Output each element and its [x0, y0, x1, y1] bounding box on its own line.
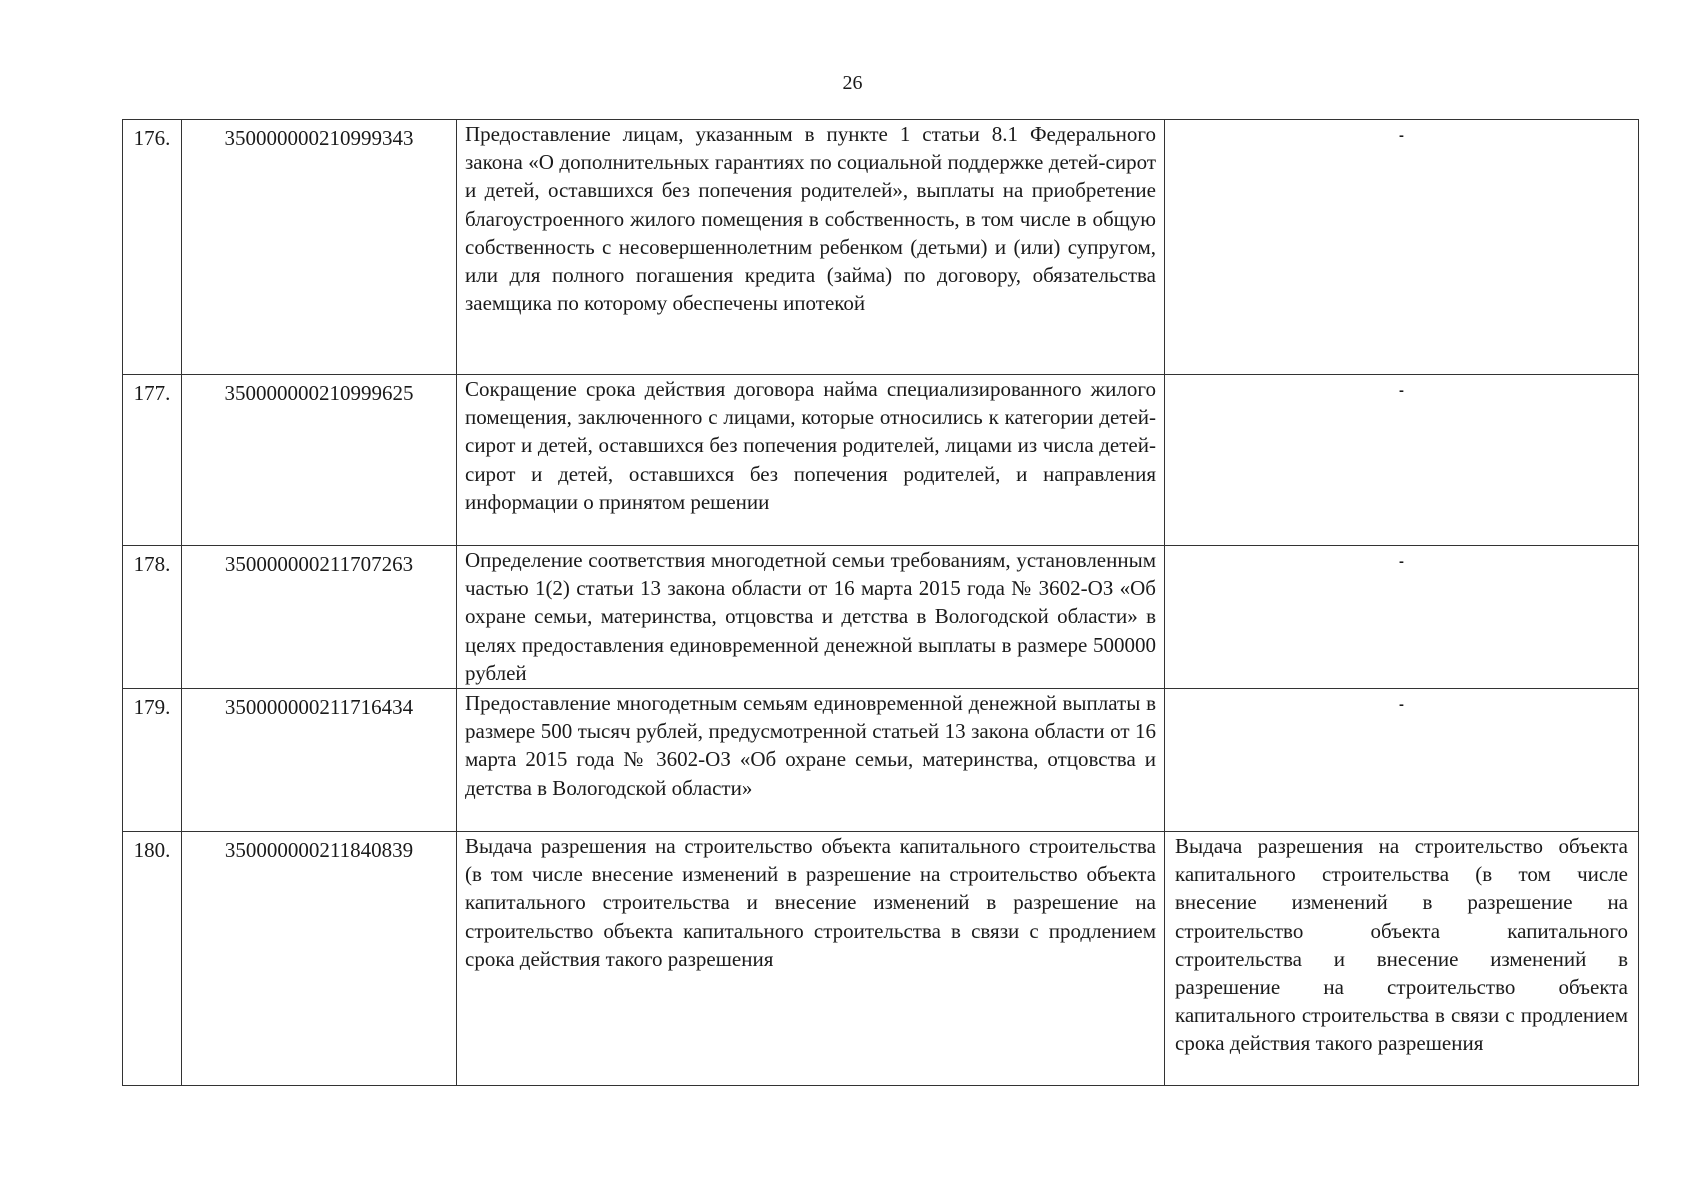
row-number: 178.: [123, 546, 182, 689]
service-name: Выдача разрешения на строительство объекта капитального строительства (в том числе внесение изменений в разрешение на строительство объекта капитального строительства и внесение изменений в разрешение на строительство объекта капитального строительства в связи с продлением срока действия такого разрешения: [457, 832, 1165, 1086]
table-row: [123, 375, 1639, 546]
empty-dash: -: [1399, 377, 1404, 401]
service-name: Предоставление многодетным семьям единовременной денежной выплаты в размере 500 тысяч рублей, предусмотренной статьей 13 закона области от 16 марта 2015 года № 3602-ОЗ «Об охране семьи, материнства, отцовства и детства в Вологодской области»: [457, 689, 1165, 832]
related-service: [1165, 546, 1639, 689]
page-number: 26: [842, 72, 863, 94]
row-number: 177.: [123, 375, 182, 546]
empty-dash: -: [1399, 691, 1404, 715]
service-code: 350000000211840839: [182, 832, 457, 1086]
row-number: 176.: [123, 120, 182, 375]
service-code: 350000000210999625: [182, 375, 457, 546]
table-row: [123, 832, 1639, 1086]
related-service: Выдача разрешения на строительство объекта капитального строительства (в том числе внесение изменений в разрешение на строительство объекта капитального строительства и внесение изменений в разрешение на строительство объекта капитального строительства в связи с продлением срока действия такого разрешения: [1165, 832, 1639, 1086]
service-name: Предоставление лицам, указанным в пункте 1 статьи 8.1 Федерального закона «О дополнительных гарантиях по социальной поддержке детей-сирот и детей, оставшихся без попечения родителей», выплаты на приобретение благоустроенного жилого помещения в собственность, в том числе в общую собственность с несовершеннолетним ребенком (детьми) и (или) супругом, или для полного погашения кредита (займа) по договору, обязательства заемщика по которому обеспечены ипотекой: [457, 120, 1165, 375]
row-number: 180.: [123, 832, 182, 1086]
service-code: 350000000210999343: [182, 120, 457, 375]
table-row: [123, 689, 1639, 832]
table-row: [123, 546, 1639, 689]
empty-dash: -: [1399, 548, 1404, 572]
service-name: Определение соответствия многодетной семьи требованиям, установленным частью 1(2) статьи 13 закона области от 16 марта 2015 года № 3602-ОЗ «Об охране семьи, материнства, отцовства и детства в Вологодской области» в целях предоставления единовременной денежной выплаты в размере 500000 рублей: [457, 546, 1165, 689]
related-service: [1165, 689, 1639, 832]
row-number: 179.: [123, 689, 182, 832]
registry-table: [122, 119, 1639, 1086]
related-service: [1165, 375, 1639, 546]
related-service: [1165, 120, 1639, 375]
table-row: [123, 120, 1639, 375]
service-name: Сокращение срока действия договора найма специализированного жилого помещения, заключенного с лицами, которые относились к категории детей-сирот и детей, оставшихся без попечения родителей, лицами из числа детей-сирот и детей, оставшихся без попечения родителей, и направления информации о принятом решении: [457, 375, 1165, 546]
service-code: 350000000211716434: [182, 689, 457, 832]
empty-dash: -: [1399, 122, 1404, 146]
service-code: 350000000211707263: [182, 546, 457, 689]
